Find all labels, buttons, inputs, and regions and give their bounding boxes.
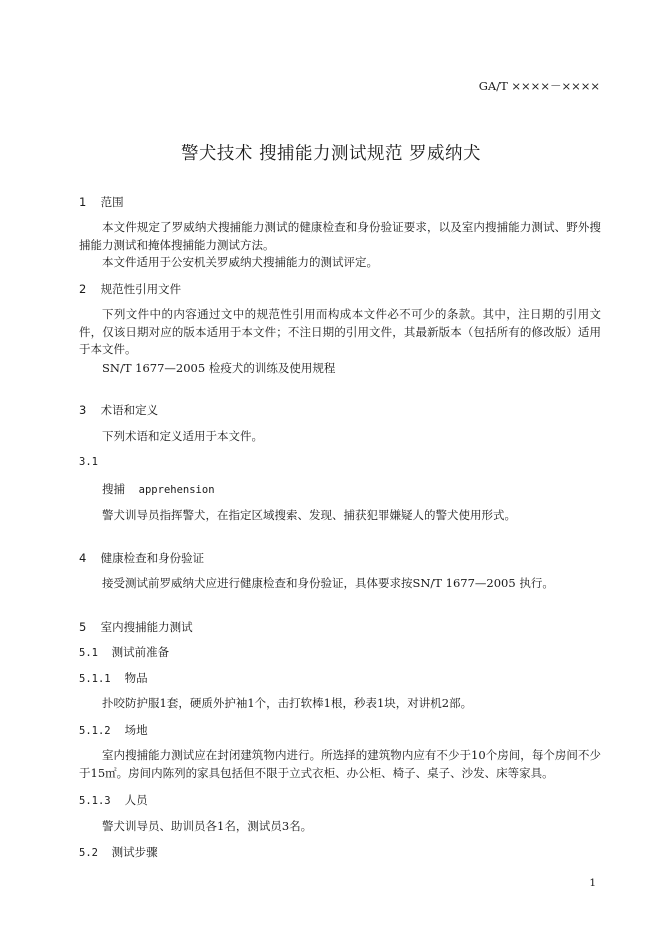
section-number: 5 [79, 620, 87, 634]
section-number: 1 [79, 195, 87, 209]
subsection-heading-5-2 [79, 844, 158, 860]
subsection-heading-5-1-1 [79, 670, 148, 686]
paragraph-equipment: 扑咬防护服1套，硬质外护袖1个，击打软棒1根，秒表1块，对讲机2部。 [102, 696, 473, 710]
subsection-number: 5.1.2 [79, 725, 111, 737]
section-heading-4 [79, 550, 204, 566]
section-heading-2 [79, 281, 181, 297]
paragraph-terms: 下列术语和定义适用于本文件。 [102, 429, 263, 443]
section-number: 4 [79, 551, 87, 565]
subsection-number: 5.1 [79, 647, 98, 659]
section-title: 范围 [100, 195, 124, 209]
paragraph-scope-1: 本文件规定了罗威纳犬搜捕能力测试的健康检查和身份验证要求，以及室内搜捕能力测试、野外搜捕能力测试和掩体搜捕能力测试方法。 [79, 220, 601, 252]
section-number: 2 [79, 282, 87, 296]
term-chinese: 搜捕 [102, 482, 125, 496]
subsection-heading-5-1 [79, 644, 169, 660]
term-entry [102, 481, 215, 497]
paragraph-scope-2: 本文件适用于公安机关罗威纳犬搜捕能力的测试评定。 [102, 255, 378, 269]
section-heading-3 [79, 402, 158, 418]
section-heading-5 [79, 619, 193, 635]
section-title: 术语和定义 [100, 403, 159, 417]
subsection-number-3-1: 3.1 [79, 456, 98, 468]
section-heading-1 [79, 194, 124, 210]
paragraph-venue: 室内搜捕能力测试应在封闭建筑物内进行。所选择的建筑物内应有不少于10个房间，每个房间不少于15㎡。房间内陈列的家具包括但不限于立式衣柜、办公柜、椅子、桌子、沙发、床等家具。 [79, 748, 601, 780]
paragraph-personnel: 警犬训导员、助训员各1名，测试员3名。 [102, 819, 313, 833]
subsection-title: 物品 [124, 671, 148, 685]
paragraph-health-check: 接受测试前罗威纳犬应进行健康检查和身份验证，具体要求按SN/T 1677—2005 执行。 [102, 576, 554, 590]
reference-entry: SN/T 1677—2005 检疫犬的训练及使用规程 [102, 361, 336, 375]
subsection-title: 测试步骤 [111, 845, 158, 859]
subsection-heading-5-1-2 [79, 722, 148, 738]
subsection-number: 5.1.3 [79, 795, 111, 807]
subsection-number: 5.2 [79, 847, 98, 859]
section-title: 健康检查和身份验证 [100, 551, 205, 565]
page-number: 1 [589, 877, 596, 889]
page-title: 警犬技术 搜捕能力测试规范 罗威纳犬 [180, 144, 482, 164]
subsection-number: 5.1.1 [79, 673, 111, 685]
subsection-title: 测试前准备 [111, 645, 170, 659]
term-english: apprehension [138, 484, 215, 496]
document-number: GA/T ××××－×××× [478, 79, 600, 93]
subsection-title: 人员 [124, 793, 148, 807]
section-number: 3 [79, 403, 87, 417]
subsection-heading-5-1-3 [79, 792, 148, 808]
subsection-title: 场地 [124, 723, 148, 737]
section-title: 室内搜捕能力测试 [100, 620, 193, 634]
term-definition: 警犬训导员指挥警犬，在指定区域搜索、发现、捕获犯罪嫌疑人的警犬使用形式。 [102, 508, 516, 522]
paragraph-references: 下列文件中的内容通过文中的规范性引用而构成本文件必不可少的条款。其中，注日期的引用文件，仅该日期对应的版本适用于本文件；不注日期的引用文件，其最新版本（包括所有的修改版）适用于本文件。 [79, 307, 601, 356]
section-title: 规范性引用文件 [100, 282, 182, 296]
